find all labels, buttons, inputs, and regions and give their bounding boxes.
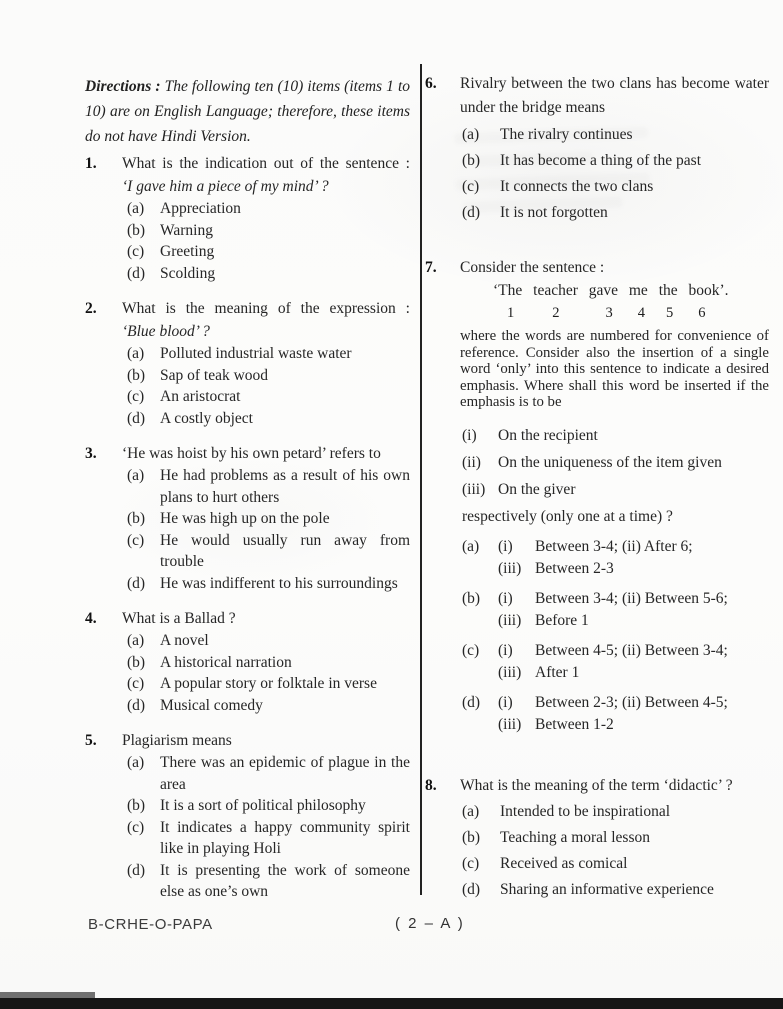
option-letter: (a) — [127, 754, 145, 771]
right-column — [425, 66, 769, 901]
option-row — [462, 878, 769, 901]
sub-text: Between 4-5; (ii) Between 3-4; — [535, 641, 728, 659]
option-row — [462, 852, 769, 875]
item-label: (iii) — [462, 480, 486, 498]
option-row — [462, 175, 769, 198]
sub-text: Between 3-4; (ii) Between 5-6; — [535, 589, 728, 607]
option-text: He was high up on the pole — [160, 510, 330, 527]
question-tail: respectively (only one at a time) ? — [462, 507, 673, 525]
sub-label: (i) — [498, 589, 513, 607]
option-row — [127, 198, 410, 220]
option-letter: (d) — [462, 204, 481, 221]
option-letter: (b) — [462, 589, 481, 607]
option-letter: (b) — [127, 653, 146, 671]
sub-label: (iii) — [498, 611, 522, 629]
directions-lead: Directions : — [85, 78, 161, 95]
option-text: He would usually run away from trouble — [160, 531, 410, 570]
option-row — [127, 817, 410, 860]
option-text: A costly object — [160, 409, 253, 427]
option-letter: (c) — [127, 243, 145, 260]
sub-label: (i) — [498, 641, 513, 659]
option-letter: (b) — [127, 221, 146, 239]
question-number: 4. — [85, 610, 97, 627]
sub-label: (i) — [498, 537, 513, 555]
option-letter: (d) — [127, 696, 146, 714]
option-text: It connects the two clans — [500, 178, 654, 195]
option-text: It is presenting the work of someone else as one’s own — [160, 861, 410, 900]
option-text: Musical comedy — [160, 696, 263, 714]
option-text: Received as comical — [500, 854, 628, 872]
sub-label: (iii) — [498, 559, 522, 577]
option-text: An aristocrat — [160, 388, 241, 405]
option-row — [127, 795, 410, 817]
option-letter: (b) — [462, 828, 481, 846]
question-number: 2. — [85, 300, 97, 317]
sub-text: Between 1-2 — [535, 715, 614, 733]
option-line — [498, 536, 769, 558]
option-letter: (a) — [127, 632, 145, 649]
option-row — [127, 752, 410, 795]
option-text: It indicates a happy community spirit like in playing Holi — [160, 818, 410, 857]
option-text: Intended to be inspirational — [500, 802, 671, 820]
option-letter: (d) — [462, 693, 481, 711]
question-quote: ‘Blue blood’ ? — [122, 323, 210, 340]
question-text: Consider the sentence : — [460, 259, 605, 276]
question-number: 3. — [85, 445, 97, 462]
option-row — [462, 149, 769, 172]
option-row — [462, 588, 769, 632]
option-letter: (c) — [462, 641, 480, 659]
word-number: 4 — [637, 305, 645, 321]
option-text: Sap of teak wood — [160, 366, 269, 384]
option-text: It is not forgotten — [500, 204, 608, 221]
item-text: On the uniqueness of the item given — [498, 453, 722, 471]
word-number-row — [460, 306, 769, 321]
word-number: 1 — [507, 305, 515, 321]
option-text: Polluted industrial waste water — [160, 345, 352, 362]
option-line — [498, 714, 769, 736]
option-letter: (d) — [462, 880, 481, 898]
question-text: ‘He was hoist by his own petard’ refers to — [122, 445, 381, 462]
option-line — [498, 610, 769, 632]
item-text: On the giver — [498, 480, 576, 498]
word-number: 5 — [666, 305, 674, 321]
option-row — [127, 343, 410, 365]
question-8 — [425, 774, 769, 901]
option-letter: (b) — [127, 510, 146, 527]
option-row — [462, 826, 769, 849]
option-row — [127, 241, 410, 263]
question-1 — [85, 152, 410, 284]
question-number: 7. — [425, 259, 437, 276]
option-letter: (d) — [127, 264, 146, 282]
directions-body: The following ten (10) items (items 1 to 10) are on English Language; therefore, these items do not have Hindi Version. — [85, 78, 410, 145]
sub-label: (iii) — [498, 663, 522, 681]
question-number: 6. — [425, 75, 437, 92]
option-line — [498, 558, 769, 580]
question-quote: ‘I gave him a piece of my mind’ ? — [122, 178, 329, 195]
option-row — [127, 263, 410, 285]
option-text: He had problems as a result of his own plans to hurt others — [160, 467, 410, 506]
sub-label: (i) — [498, 693, 513, 711]
option-letter: (c) — [127, 388, 145, 405]
option-row — [127, 465, 410, 508]
option-letter: (a) — [127, 467, 145, 484]
sub-text: Between 3-4; (ii) After 6; — [535, 537, 693, 555]
option-row — [127, 673, 410, 695]
option-text: A novel — [160, 632, 209, 649]
option-letter: (c) — [127, 531, 145, 549]
word-number: 6 — [698, 305, 706, 321]
option-text: It is a sort of political philosophy — [160, 797, 366, 814]
word-number: 3 — [605, 305, 613, 321]
option-text: A historical narration — [160, 653, 292, 671]
option-letter: (a) — [462, 126, 480, 143]
question-text: What is the meaning of the expression : — [122, 300, 410, 317]
question-5 — [85, 729, 410, 903]
option-letter: (a) — [462, 537, 480, 555]
example-sentence: ‘The teacher gave me the book’. — [493, 282, 729, 299]
question-number: 1. — [85, 155, 97, 172]
item-text: On the recipient — [498, 426, 598, 444]
option-text: Appreciation — [160, 200, 241, 217]
option-row — [462, 692, 769, 736]
option-row — [127, 652, 410, 674]
option-letter: (d) — [127, 861, 146, 879]
sub-label: (iii) — [498, 715, 522, 733]
option-text: Sharing an informative experience — [500, 880, 714, 898]
sub-text: After 1 — [535, 663, 580, 681]
option-letter: (c) — [462, 178, 480, 195]
question-paragraph: where the words are numbered for convenience of reference. Consider also the insertion of a single word ‘only’ into this sentence to indicate a desired emphasis. Where shall this word be inserted if the emphasis is to be — [460, 328, 769, 410]
option-row — [462, 640, 769, 684]
word-number: 2 — [552, 305, 560, 321]
question-7 — [425, 256, 769, 736]
option-text: It has become a thing of the past — [500, 152, 702, 169]
option-line — [498, 640, 769, 662]
question-text: What is a Ballad ? — [122, 610, 236, 627]
option-letter: (c) — [462, 854, 480, 872]
left-column — [85, 74, 410, 916]
option-letter: (a) — [127, 345, 145, 362]
option-letter: (c) — [127, 675, 145, 692]
booklet-code: B-CRHE-O-PAPA — [88, 916, 213, 933]
page-number: ( 2 – A ) — [395, 915, 465, 932]
question-text: Rivalry between the two clans has become water under the bridge means — [460, 75, 769, 116]
emphasis-item-list — [460, 424, 769, 501]
scan-bottom-bar — [0, 998, 783, 1009]
option-row — [127, 408, 410, 430]
option-letter: (d) — [127, 409, 146, 427]
option-row — [462, 800, 769, 823]
option-text: A popular story or folktale in verse — [160, 675, 377, 692]
option-row — [462, 536, 769, 580]
directions-paragraph — [85, 74, 410, 149]
option-row — [127, 508, 410, 530]
option-row — [127, 695, 410, 717]
column-divider-rule — [420, 64, 422, 895]
option-letter: (c) — [127, 818, 145, 836]
option-letter: (b) — [127, 797, 146, 814]
option-row — [127, 573, 410, 595]
option-letter: (b) — [462, 152, 481, 169]
option-text: Greeting — [160, 243, 215, 260]
option-row — [462, 123, 769, 146]
item-label: (ii) — [462, 453, 481, 471]
sub-text: Between 2-3 — [535, 559, 614, 577]
question-6 — [425, 72, 769, 224]
sub-text: Between 2-3; (ii) Between 4-5; — [535, 693, 728, 711]
question-text: What is the indication out of the sentence : — [122, 155, 410, 172]
question-2 — [85, 297, 410, 429]
question-text: What is the meaning of the term ‘didactic’ ? — [460, 776, 733, 794]
option-text: Teaching a moral lesson — [500, 828, 650, 846]
option-text: There was an epidemic of plague in the area — [160, 754, 410, 793]
option-text: Scolding — [160, 264, 216, 282]
question-3 — [85, 442, 410, 594]
option-row — [127, 365, 410, 387]
option-row — [127, 630, 410, 652]
option-text: Warning — [160, 221, 213, 239]
emphasis-item — [462, 424, 769, 447]
question-number: 8. — [425, 776, 437, 794]
option-line — [498, 692, 769, 714]
option-line — [498, 662, 769, 684]
emphasis-item — [462, 451, 769, 474]
question-text: Plagiarism means — [122, 732, 232, 749]
option-row — [127, 530, 410, 573]
option-letter: (d) — [127, 574, 146, 592]
option-row — [127, 386, 410, 408]
item-label: (i) — [462, 426, 477, 444]
option-letter: (b) — [127, 366, 146, 384]
question-4 — [85, 607, 410, 716]
question-number: 5. — [85, 732, 97, 749]
option-row — [462, 201, 769, 224]
option-row — [127, 220, 410, 242]
option-letter: (a) — [127, 200, 145, 217]
option-letter: (a) — [462, 802, 480, 820]
option-line — [498, 588, 769, 610]
emphasis-item — [462, 478, 769, 501]
option-text: The rivalry continues — [500, 126, 633, 143]
option-row — [127, 860, 410, 903]
sub-text: Before 1 — [535, 611, 589, 629]
option-text: He was indifferent to his surroundings — [160, 574, 398, 592]
